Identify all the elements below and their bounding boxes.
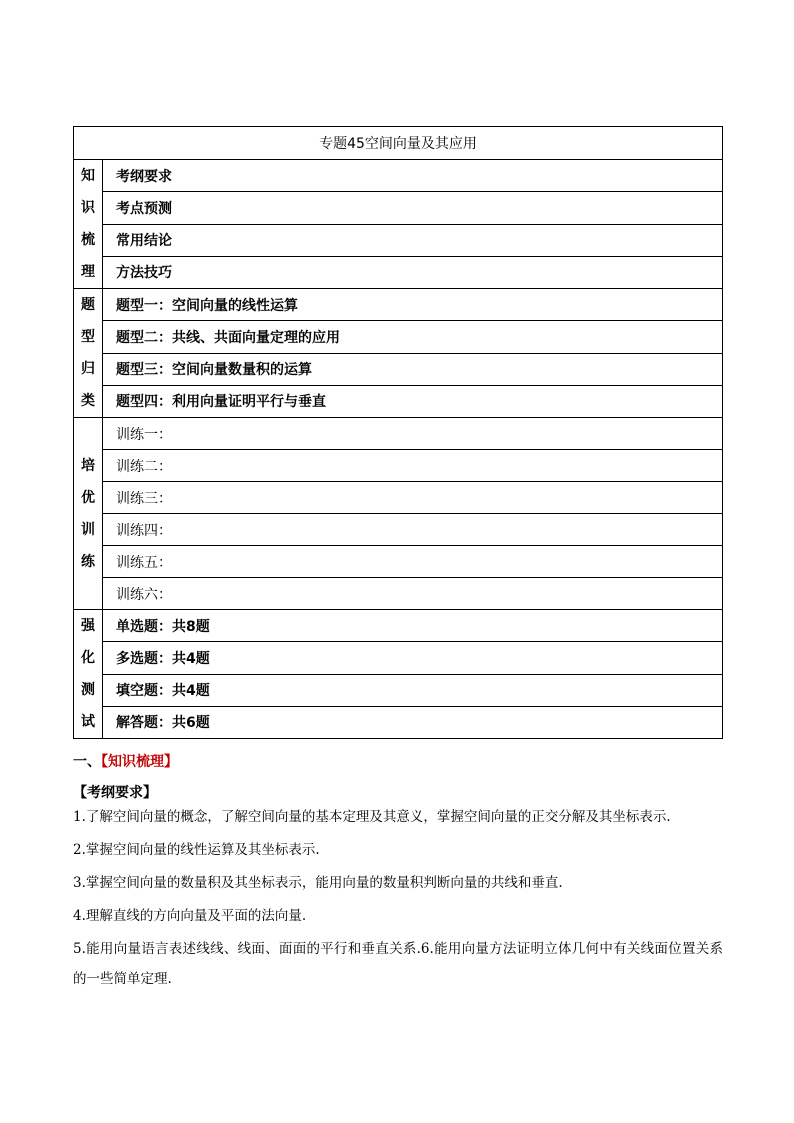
paragraph: 1.了解空间向量的概念，了解空间向量的基本定理及其意义，掌握空间向量的正交分解及其坐标表示.: [73, 809, 671, 825]
table-row: [74, 514, 723, 546]
outline-item: 多选题：共4题: [103, 642, 723, 674]
table-row: [74, 706, 723, 738]
outline-item: 训练六：: [103, 578, 723, 610]
category-char: 类: [81, 393, 95, 409]
category-char: 归: [81, 361, 95, 377]
section-heading: [73, 751, 178, 771]
table-row: [74, 289, 723, 321]
category-knowledge: [74, 160, 103, 289]
table-row: [74, 674, 723, 706]
paragraph: 5.能用向量语言表述线线、线面、面面的平行和垂直关系.6.能用向量方法证明立体几何中有关线面位置关系的一些简单定理.: [73, 941, 723, 987]
table-row: [74, 385, 723, 417]
outline-item: 训练五：: [103, 546, 723, 578]
table-row: [74, 256, 723, 288]
category-char: 识: [81, 200, 95, 216]
paragraph: 3.掌握空间向量的数量积及其坐标表示，能用向量的数量积判断向量的共线和垂直.: [73, 875, 563, 891]
section-title: 【知识梳理】: [101, 754, 178, 770]
category-char: 梳: [81, 232, 95, 248]
category-char: 培: [81, 457, 95, 474]
category-char: 试: [81, 714, 95, 730]
table-row: [74, 546, 723, 578]
category-char: 理: [81, 264, 95, 280]
outline-item: 填空题：共4题: [103, 674, 723, 706]
table-row: [74, 418, 723, 450]
table-row: [74, 353, 723, 385]
category-char: 训: [81, 521, 95, 538]
table-row: [74, 224, 723, 256]
table-row: [74, 642, 723, 674]
outline-item: 题型三：空间向量数量积的运算: [103, 353, 723, 385]
paragraph: 4.理解直线的方向向量及平面的法向量.: [73, 908, 307, 924]
category-question-types: [74, 289, 103, 418]
outline-table: [73, 126, 723, 739]
outline-item: 常用结论: [103, 224, 723, 256]
outline-item: 题型二：共线、共面向量定理的应用: [103, 321, 723, 353]
category-char: 题: [81, 297, 95, 313]
outline-item: 解答题：共6题: [103, 706, 723, 738]
table-title: 专题45空间向量及其应用: [74, 127, 723, 160]
table-row: [74, 192, 723, 224]
category-training: [74, 418, 103, 610]
section-prefix: 一、: [73, 754, 101, 770]
outline-item: 考纲要求: [103, 160, 723, 192]
outline-item: 考点预测: [103, 192, 723, 224]
outline-item: 单选题：共8题: [103, 610, 723, 642]
paragraph: 2.掌握空间向量的线性运算及其坐标表示.: [73, 842, 320, 858]
title-row: [74, 127, 723, 160]
outline-item: 训练二：: [103, 450, 723, 482]
category-char: 优: [81, 489, 95, 506]
category-char: 强: [81, 618, 95, 634]
table-row: [74, 321, 723, 353]
table-row: [74, 610, 723, 642]
outline-item: 训练一：: [103, 418, 723, 450]
table-row: [74, 578, 723, 610]
requirements-body: [73, 802, 723, 997]
table-row: [74, 482, 723, 514]
category-char: 测: [81, 682, 95, 698]
category-char: 知: [81, 168, 95, 184]
outline-item: 训练三：: [103, 482, 723, 514]
table-row: [74, 160, 723, 192]
category-char: 型: [81, 329, 95, 345]
table-row: [74, 450, 723, 482]
category-test: [74, 610, 103, 739]
outline-item: 题型四：利用向量证明平行与垂直: [103, 385, 723, 417]
subsection-heading: 【考纲要求】: [73, 785, 157, 801]
outline-item: 方法技巧: [103, 256, 723, 288]
outline-item: 题型一：空间向量的线性运算: [103, 289, 723, 321]
outline-item: 训练四：: [103, 514, 723, 546]
category-char: 练: [81, 553, 95, 570]
category-char: 化: [81, 650, 95, 666]
